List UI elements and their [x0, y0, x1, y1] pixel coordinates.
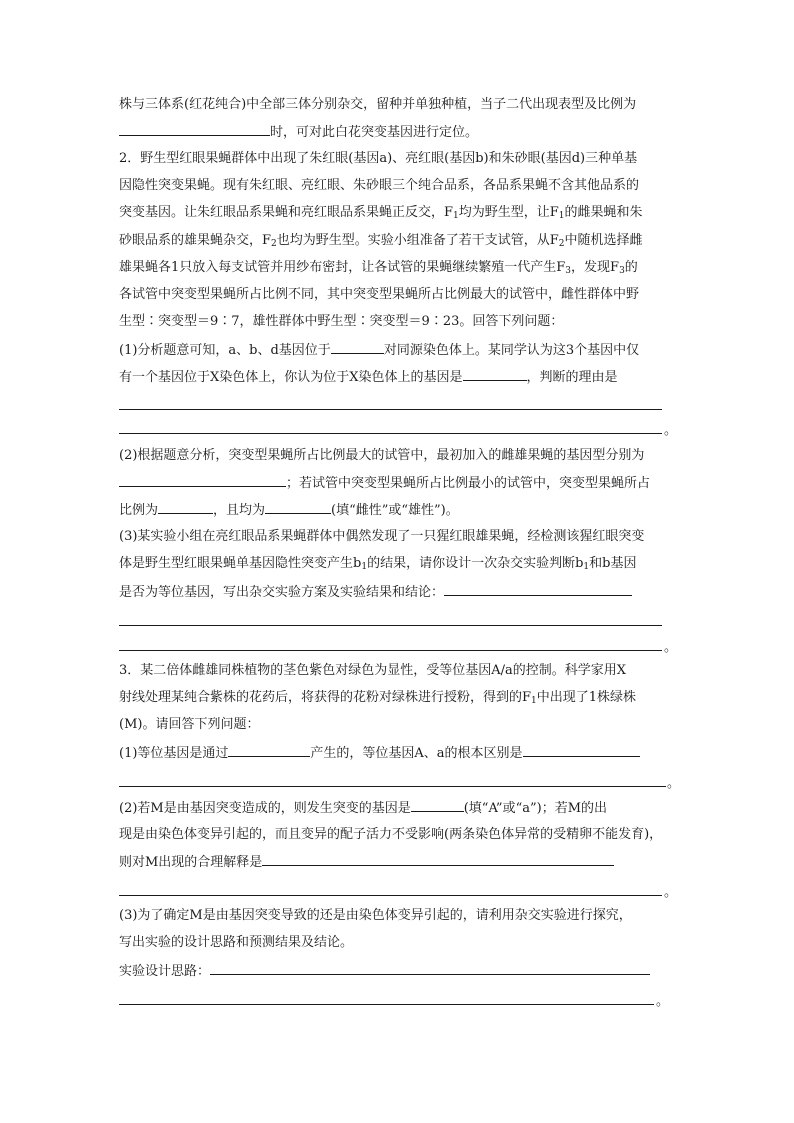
q2-part1-blank-b[interactable]	[463, 366, 527, 381]
q2-part2-line: ；若试管中突变型果蝇所占比例最小的试管中，突变型果蝇所占	[119, 472, 650, 494]
q3-part2-line: (2)若M是由基因突变造成的，则发生突变的基因是 (填“A”或“a”)；若M的出	[119, 797, 607, 819]
q3-stem-line: (M)。请回答下列问题：	[119, 717, 260, 732]
q3-part3-line: 写出实验的设计思路和预测结果及结论。	[119, 935, 354, 950]
q3-part3-line: 实验设计思路：	[119, 960, 650, 982]
q3-part2-blank-b[interactable]	[262, 851, 614, 866]
q2-part2-line: 比例为 ，且均为 (填“雌性”或“雄性”)。	[119, 499, 459, 521]
q3-part1-answer-rule[interactable]	[119, 786, 666, 787]
period-mark: 。	[664, 640, 678, 655]
q3-stem-line: 3．某二倍体雌雄同株植物的茎色紫色对绿色为显性，受等位基因A/a的控制。科学家用X	[119, 663, 627, 678]
q2-stem-line: 因隐性突变果蝇。现有朱红眼、亮红眼、朱砂眼三个纯合品系，各品系果蝇不含其他品系的	[119, 178, 640, 193]
q2-part3-line: (3)某实验小组在亮红眼品系果蝇群体中偶然发现了一只猩红眼雄果蝇，经检测该猩红眼突变	[119, 529, 645, 544]
q2-part1-answer-rule[interactable]	[119, 433, 662, 434]
period-mark: 。	[667, 776, 681, 791]
q2-part3-line: 体是野生型红眼果蝇单基因隐性突变产生$b_1$的结果，请你设计一次杂交实验判断$b_1$和b基因	[119, 556, 637, 572]
q2-part3-answer-rule[interactable]	[119, 650, 662, 651]
q2-part1-line: 有一个基因位于X染色体上，你认为位于X染色体上的基因是 ，判断的理由是	[119, 366, 618, 388]
q2-part2-blank-c[interactable]	[265, 499, 331, 514]
period-mark: 。	[664, 885, 678, 900]
q2-part3-answer-rule[interactable]	[119, 625, 662, 626]
q2-stem-line: 雄果蝇各1只放入每支试管并用纱布密封，让各试管的果蝇继续繁殖一代产生$F_3$，发现$F_3$的	[119, 260, 638, 276]
q2-part2-blank-b[interactable]	[158, 499, 213, 514]
q2-stem-line: 2．野生型红眼果蝇群体中出现了朱红眼(基因a)、亮红眼(基因b)和朱砂眼(基因d)三种单基	[119, 151, 638, 166]
q2-part3-line: 是否为等位基因，写出杂交实验方案及实验结果和结论：	[119, 581, 632, 603]
q3-part2-line: 则对M出现的合理解释是	[119, 851, 614, 873]
q1-text-line: 株与三体系(红花纯合)中全部三体分别杂交，留种并单独种植，当子二代出现表型及比例为	[119, 97, 637, 112]
q2-part3-blank[interactable]	[444, 581, 632, 596]
q2-stem-line: 砂眼品系的雄果蝇杂交，$F_2$也均为野生型。实验小组准备了若干支试管，从$F_2$中随机选择雌	[119, 233, 643, 249]
q2-part2-blank-a[interactable]	[119, 472, 286, 487]
q3-part2-blank-a[interactable]	[411, 797, 464, 812]
q3-part2-answer-rule[interactable]	[119, 895, 662, 896]
q2-stem-line: 生型∶突变型＝9∶7，雄性群体中野生型∶突变型＝9∶23。回答下列问题：	[119, 314, 564, 329]
q2-part1-line: (1)分析题意可知，a、b、d基因位于 对同源染色体上。某同学认为这3个基因中仅	[119, 339, 639, 361]
q3-part1-blank-b[interactable]	[523, 742, 640, 757]
q1-answer-blank[interactable]	[119, 121, 270, 136]
period-mark: 。	[656, 994, 670, 1009]
q2-stem-line: 突变基因。让朱红眼品系果蝇和亮红眼品系果蝇正反交，$F_1$均为野生型，让$F_1$的雌果蝇和朱	[119, 205, 643, 221]
q3-part3-line: (3)为了确定M是由基因突变导致的还是由染色体变异引起的，请利用杂交实验进行探究，	[119, 908, 632, 923]
q2-part1-blank-a[interactable]	[331, 339, 384, 354]
q2-part1-answer-rule[interactable]	[119, 409, 662, 410]
q3-part2-line: 现是由染色体变异引起的，而且变异的配子活力不受影响(两条染色体异常的受精卵不能发育)，	[119, 827, 663, 842]
q2-part2-line: (2)根据题意分析，突变型果蝇所占比例最大的试管中，最初加入的雌雄果蝇的基因型分别为	[119, 448, 645, 463]
q3-part1-blank-a[interactable]	[228, 742, 310, 757]
q3-stem-line: 射线处理某纯合紫株的花药后，将获得的花粉对绿株进行授粉，得到的$F_1$中出现了1株绿株	[119, 690, 637, 706]
q3-part1-line: (1)等位基因是通过 产生的，等位基因A、a的根本区别是	[119, 742, 640, 764]
period-mark: 。	[664, 423, 678, 438]
q2-stem-line: 各试管中突变型果蝇所占比例不同，其中突变型果蝇所占比例最大的试管中，雌性群体中野	[119, 287, 640, 302]
q3-part3-answer-rule[interactable]	[119, 1004, 654, 1005]
q3-part3-blank[interactable]	[210, 960, 650, 975]
q1-answer-line: 时，可对此白花突变基因进行定位。	[119, 121, 478, 143]
